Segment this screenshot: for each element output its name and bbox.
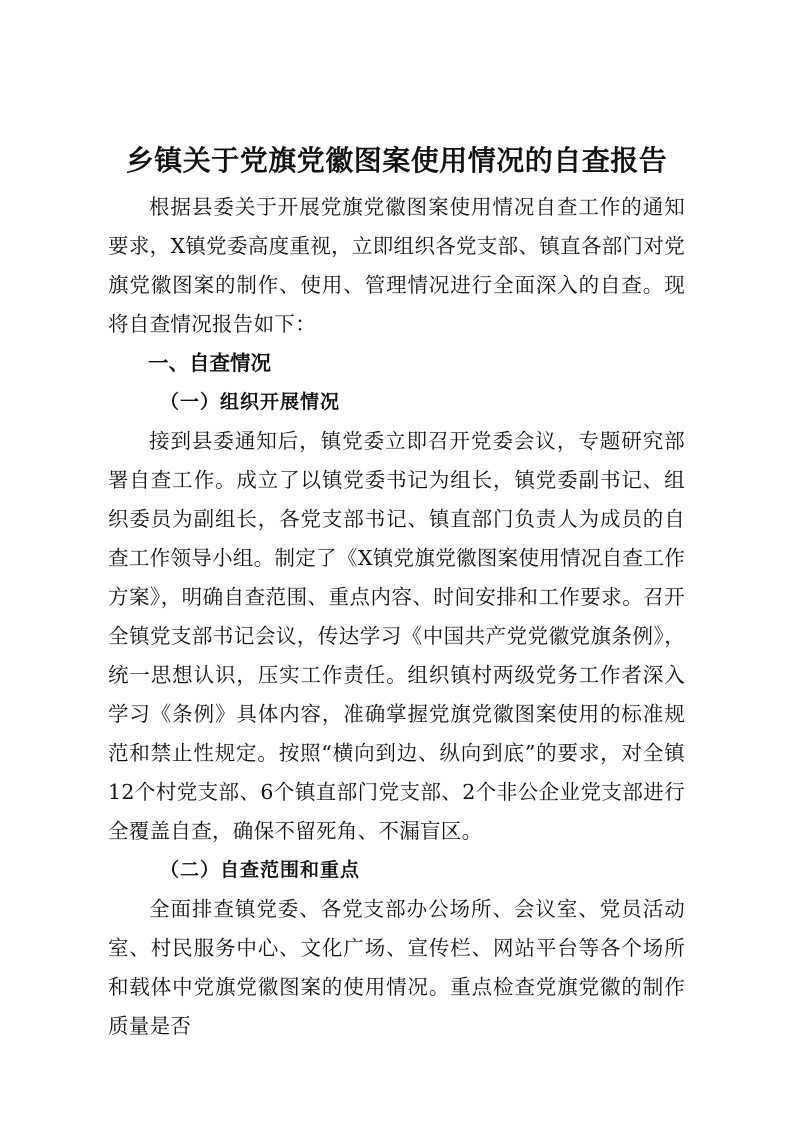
document-title: 乡镇关于党旗党徽图案使用情况的自查报告 <box>125 144 668 177</box>
organization-paragraph: 接到县委通知后，镇党委立即召开党委会议，专题研究部署自查工作。成立了以镇党委书记为组长，镇党委副书记、组织委员为副组长，各党支部书记、镇直部门负责人为成员的自查工作领导小组。制定了《X镇党旗党徽图案使用情况自查工作方案》，明确自查范围、重点内容、时间安排和工作要求。召开全镇党支部书记会议，传达学习《中国共产党党徽党旗条例》，统一思想认识，压实工作责任。组织镇村两级党务工作者深入学习《条例》具体内容，准确掌握党旗党徽图案使用的标准规范和禁止性规定。按照“横向到边、纵向到底”的要求，对全镇12个村党支部、6个镇直部门党支部、2个非公企业党支部进行全覆盖自查，确保不留死角、不漏盲区。 <box>108 429 685 843</box>
subsection-heading-scope: （二）自查范围和重点 <box>160 859 361 881</box>
scope-paragraph: 全面排查镇党委、各党支部办公场所、会议室、党员活动室、村民服务中心、文化广场、宣传栏、网站平台等各个场所和载体中党旗党徽图案的使用情况。重点检查党旗党徽的制作质量是否 <box>108 897 685 1038</box>
section-heading-self-check: 一、自查情况 <box>148 351 271 375</box>
subsection-heading-organization: （一）组织开展情况 <box>160 391 341 413</box>
intro-paragraph: 根据县委关于开展党旗党徽图案使用情况自查工作的通知要求，X镇党委高度重视，立即组织各党支部、镇直各部门对党旗党徽图案的制作、使用、管理情况进行全面深入的自查。现将自查情况报告如下： <box>108 195 685 336</box>
